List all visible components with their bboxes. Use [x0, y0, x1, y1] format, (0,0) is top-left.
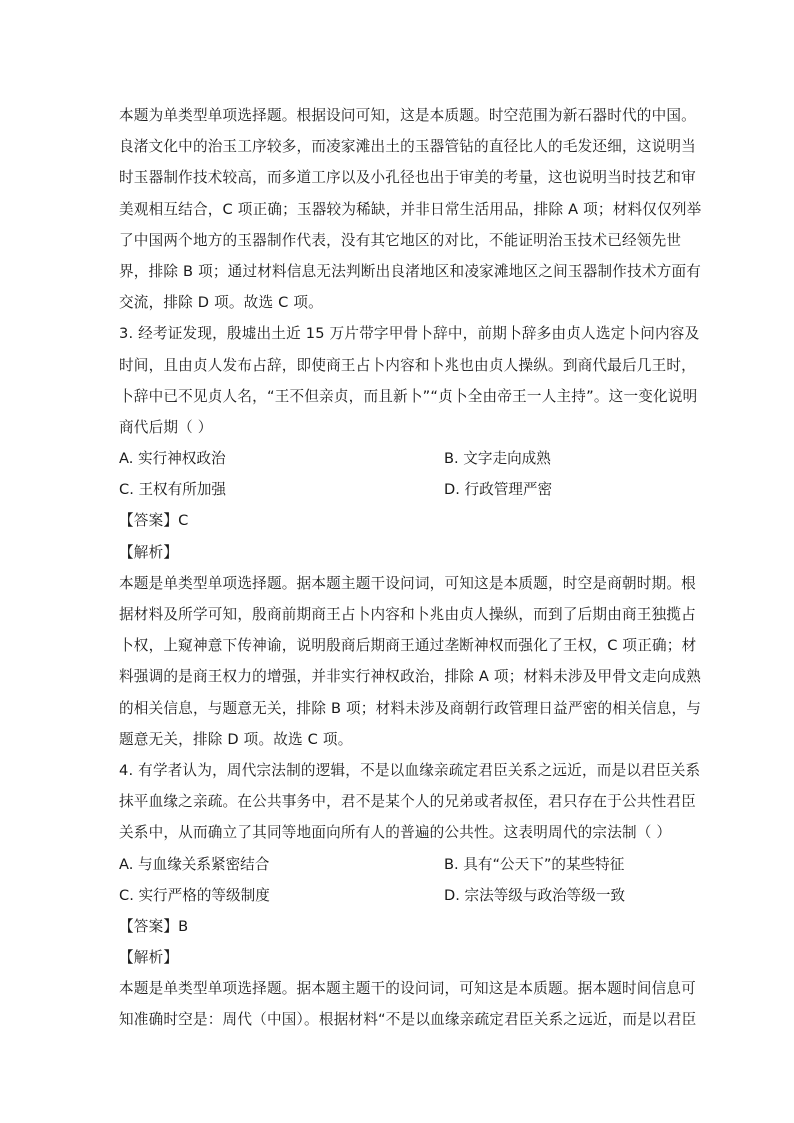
- document-page: [119, 100, 702, 1036]
- text-line: 美观相互结合，C 项正确；玉器较为稀缺，并非日常生活用品，排除 A 项；材料仅仅列举: [119, 200, 702, 218]
- option-c: C. 王权有所加强: [119, 481, 227, 499]
- analysis-line: 卜权，上窥神意下传神谕，说明殷商后期商王通过垄断神权而强化了王权，C 项正确；材: [119, 637, 697, 655]
- option-a: A. 实行神权政治: [119, 450, 226, 468]
- analysis-line: 知准确时空是：周代（中国）。根据材料“不是以血缘亲疏定君臣关系之远近，而是以君臣: [119, 1011, 697, 1029]
- text-line: 交流，排除 D 项。故选 C 项。: [119, 294, 323, 312]
- text-line: 了中国两个地方的玉器制作代表，没有其它地区的对比，不能证明治玉技术已经领先世: [119, 231, 682, 249]
- question-stem-line: 卜辞中已不见贞人名，“王不但亲贞，而且新卜”“贞卜全由帝王一人主持”。这一变化说明: [119, 387, 698, 405]
- option-c: C. 实行严格的等级制度: [119, 886, 270, 904]
- answer-line: 【答案】B: [119, 917, 189, 935]
- text-line: 良渚文化中的治玉工序较多，而凌家滩出土的玉器管钻的直径比人的毛发还细，这说明当: [119, 138, 696, 156]
- analysis-line: 据材料及所学可知，殷商前期商王占卜内容和卜兆由贞人操纵，而到了后期由商王独揽占: [119, 606, 696, 623]
- text-line: 界，排除 B 项；通过材料信息无法判断出良渚地区和凌家滩地区之间玉器制作技术方面有: [119, 262, 702, 280]
- question-3: [119, 318, 702, 755]
- options-row: [119, 880, 675, 911]
- analysis-line: 本题是单类型单项选择题。据本题主题干设问词，可知这是本质题，时空是商朝时期。根: [119, 574, 696, 592]
- option-a: A. 与血缘关系紧密结合: [119, 855, 270, 873]
- analysis-label: 【解析】: [119, 949, 179, 967]
- analysis-line: 本题是单类型单项选择题。据本题主题干的设问词，可知这是本质题。据本题时间信息可: [119, 980, 696, 998]
- option-d: D. 宗法等级与政治等级一致: [444, 886, 626, 904]
- question-stem-line: 关系中，从而确立了其同等地面向所有人的普遍的公共性。这表明周代的宗法制（ ）: [119, 824, 672, 842]
- question-stem-line: 4. 有学者认为，周代宗法制的逻辑，不是以血缘亲疏定君臣关系之远近，而是以君臣关系: [119, 761, 701, 779]
- text-line: 本题为单类型单项选择题。根据设问可知，这是本质题。时空范围为新石器时代的中国。: [119, 107, 696, 124]
- question-stem-line: 时间，且由贞人发布占辞，即使商王占卜内容和卜兆也由贞人操纵。到商代最后几王时，: [119, 356, 696, 374]
- option-d: D. 行政管理严密: [444, 481, 553, 499]
- question-stem-line: 3. 经考证发现，殷墟出土近 15 万片带字甲骨卜辞中，前期卜辞多由贞人选定卜问内容及: [119, 325, 700, 343]
- options-row: [119, 849, 675, 880]
- question-stem-line: 商代后期（ ）: [119, 418, 213, 436]
- text-line: 时玉器制作技术较高，而多道工序以及小孔径也出于审美的考量，这也说明当时技艺和审: [119, 169, 696, 187]
- answer-line: 【答案】C: [119, 512, 189, 530]
- option-b: B. 具有“公天下”的某些特征: [444, 855, 625, 873]
- options-row: [119, 474, 675, 505]
- question-4: [119, 755, 701, 1036]
- options-row: [119, 443, 675, 474]
- analysis-line: 料强调的是商王权力的增强，并非实行神权政治，排除 A 项；材料未涉及甲骨文走向成熟: [119, 668, 702, 686]
- question-stem-line: 抹平血缘之亲疏。在公共事务中，君不是某个人的兄弟或者叔侄，君只存在于公共性君臣: [119, 793, 696, 811]
- option-b: B. 文字走向成熟: [444, 450, 551, 468]
- analysis-label: 【解析】: [119, 543, 179, 561]
- analysis-q2: [119, 100, 702, 318]
- analysis-line: 题意无关，排除 D 项。故选 C 项。: [119, 730, 353, 748]
- analysis-line: 的相关信息，与题意无关，排除 B 项；材料未涉及商朝行政管理日益严密的相关信息，与: [119, 699, 702, 717]
